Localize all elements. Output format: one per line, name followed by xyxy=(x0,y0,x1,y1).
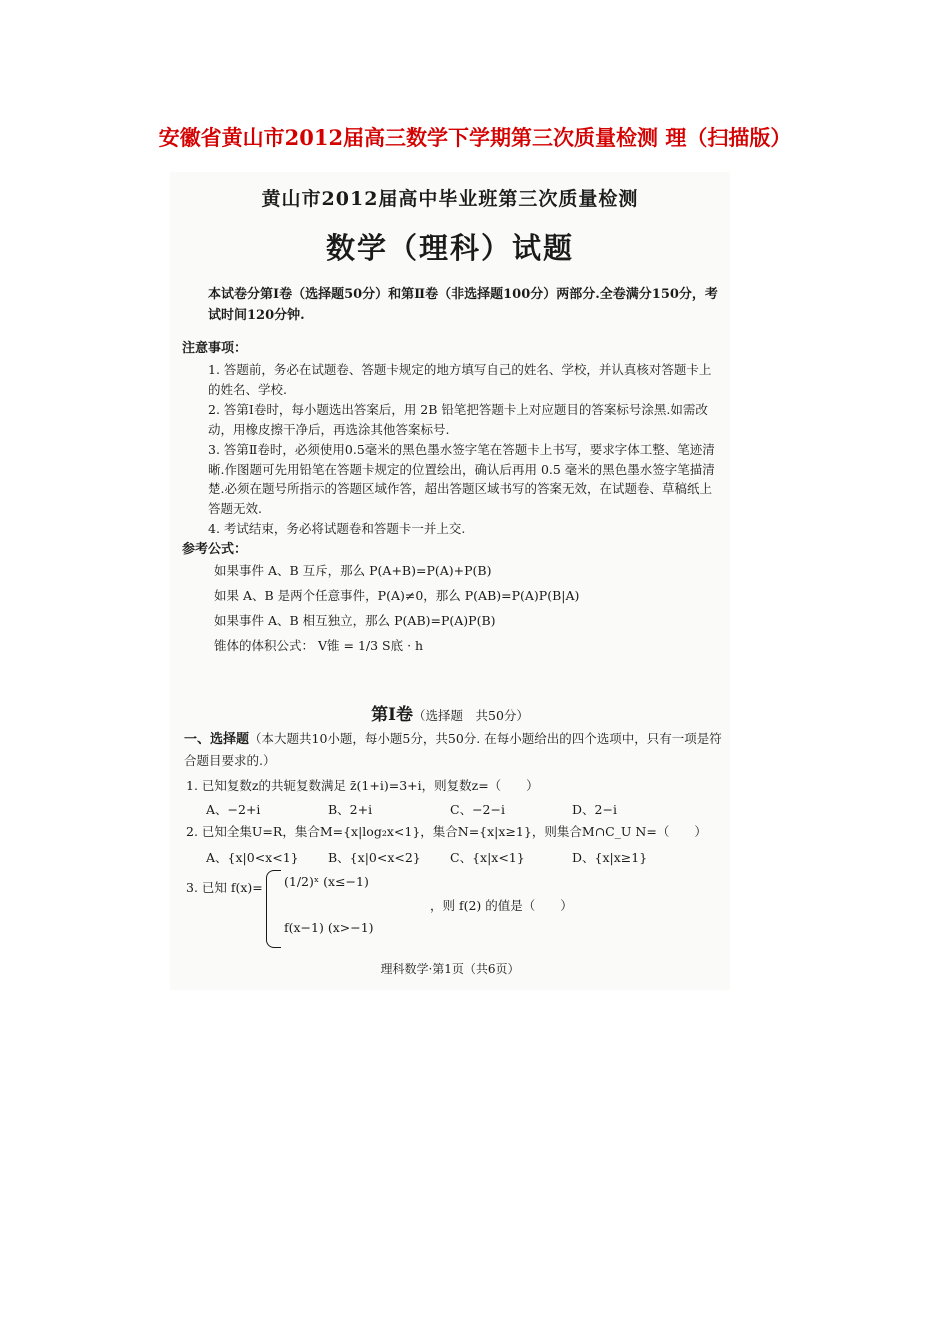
left-brace-icon xyxy=(266,870,281,948)
page-footer: 理科数学·第1页（共6页） xyxy=(380,962,520,976)
reference-formulas-heading: 参考公式： xyxy=(182,542,248,557)
section-intro xyxy=(184,728,724,771)
option-a: A、−2+i xyxy=(206,802,261,817)
question-1-options xyxy=(206,800,726,820)
option-d: D、2−i xyxy=(572,802,617,817)
question-3-tail: ，则 f(2) 的值是（ ） xyxy=(430,898,573,913)
question-1: 1. 已知复数z的共轭复数满足 z̄(1+i)=3+i，则复数z=（ ） xyxy=(186,778,539,793)
option-c: C、−2−i xyxy=(450,802,505,817)
question-3-lead: 3. 已知 f(x)= xyxy=(186,880,263,895)
volume-formula: V锥 = 1/3 S底 · h xyxy=(318,638,424,653)
option-d: D、{x|x≥1} xyxy=(572,850,648,865)
section-instructions: （本大题共10小题，每小题5分，共50分. 在每小题给出的四个选项中，只有一项是符合题目要求的.） xyxy=(184,731,722,768)
question-2-options xyxy=(206,848,726,868)
formula-item: 如果事件 A、B 互斥，那么 P(A+B)=P(A)+P(B) xyxy=(214,563,492,578)
option-b: B、2+i xyxy=(328,802,373,817)
notice-item: 2. 答第Ⅰ卷时，每小题选出答案后，用 2B 铅笔把答题卡上对应题目的答案标号涂黑.如需改动，用橡皮擦干净后，再选涂其他答案标号. xyxy=(208,402,708,437)
notice-item: 1. 答题前，务必在试题卷、答题卡规定的地方填写自己的姓名、学校，并认真核对答题卡上的姓名、学校. xyxy=(208,362,712,397)
section-title xyxy=(170,700,730,725)
exam-subject-title: 数学（理科）试题 xyxy=(325,231,574,265)
reference-formulas xyxy=(214,558,714,633)
piecewise-case-1: (1/2)ˣ (x≤−1) xyxy=(284,874,369,889)
document-title: 安徽省黄山市2012届高三数学下学期第三次质量检测 理（扫描版） xyxy=(158,125,792,150)
exam-intro: 本试卷分第Ⅰ卷（选择题50分）和第Ⅱ卷（非选择题100分）两部分.全卷满分150分，考试时间120分钟. xyxy=(208,287,718,323)
notice-heading: 注意事项： xyxy=(182,341,248,356)
notice-list xyxy=(208,360,720,540)
option-b: B、{x|0<x<2} xyxy=(328,850,421,865)
section-label: 一、选择题 xyxy=(184,732,250,747)
volume-formula-line xyxy=(214,632,423,660)
question-2: 2. 已知全集U=R，集合M={x|log₂x<1}，集合N={x|x≥1}，则集合M∩C_U N=（ ） xyxy=(186,824,707,839)
notice-item: 4. 考试结束，务必将试题卷和答题卡一并上交. xyxy=(208,521,466,536)
piecewise-case-2: f(x−1) (x>−1) xyxy=(284,920,374,935)
formula-item: 如果事件 A、B 相互独立，那么 P(AB)=P(A)P(B) xyxy=(214,613,496,628)
notice-item: 3. 答第Ⅱ卷时，必须使用0.5毫米的黑色墨水签字笔在答题卡上书写，要求字体工整、笔迹清晰.作图题可先用铅笔在答题卡规定的位置绘出，确认后再用 0.5 毫米的黑色墨水签字笔描清楚.必须在题号所指示的答题区域作答，超出答题区域书写的答案无效，在试题卷、草稿纸上答题无效. xyxy=(208,442,715,516)
scanned-exam-page xyxy=(170,172,730,990)
volume-formula-label: 锥体的体积公式： xyxy=(214,638,315,653)
section-title-main: 第Ⅰ卷 xyxy=(371,705,414,725)
exam-header: 黄山市2012届高中毕业班第三次质量检测 xyxy=(261,188,639,210)
option-c: C、{x|x<1} xyxy=(450,850,525,865)
option-a: A、{x|0<x<1} xyxy=(206,850,299,865)
formula-item: 如果 A、B 是两个任意事件，P(A)≠0，那么 P(AB)=P(A)P(B|A) xyxy=(214,588,580,603)
section-title-sub: （选择题 共50分） xyxy=(413,708,529,723)
